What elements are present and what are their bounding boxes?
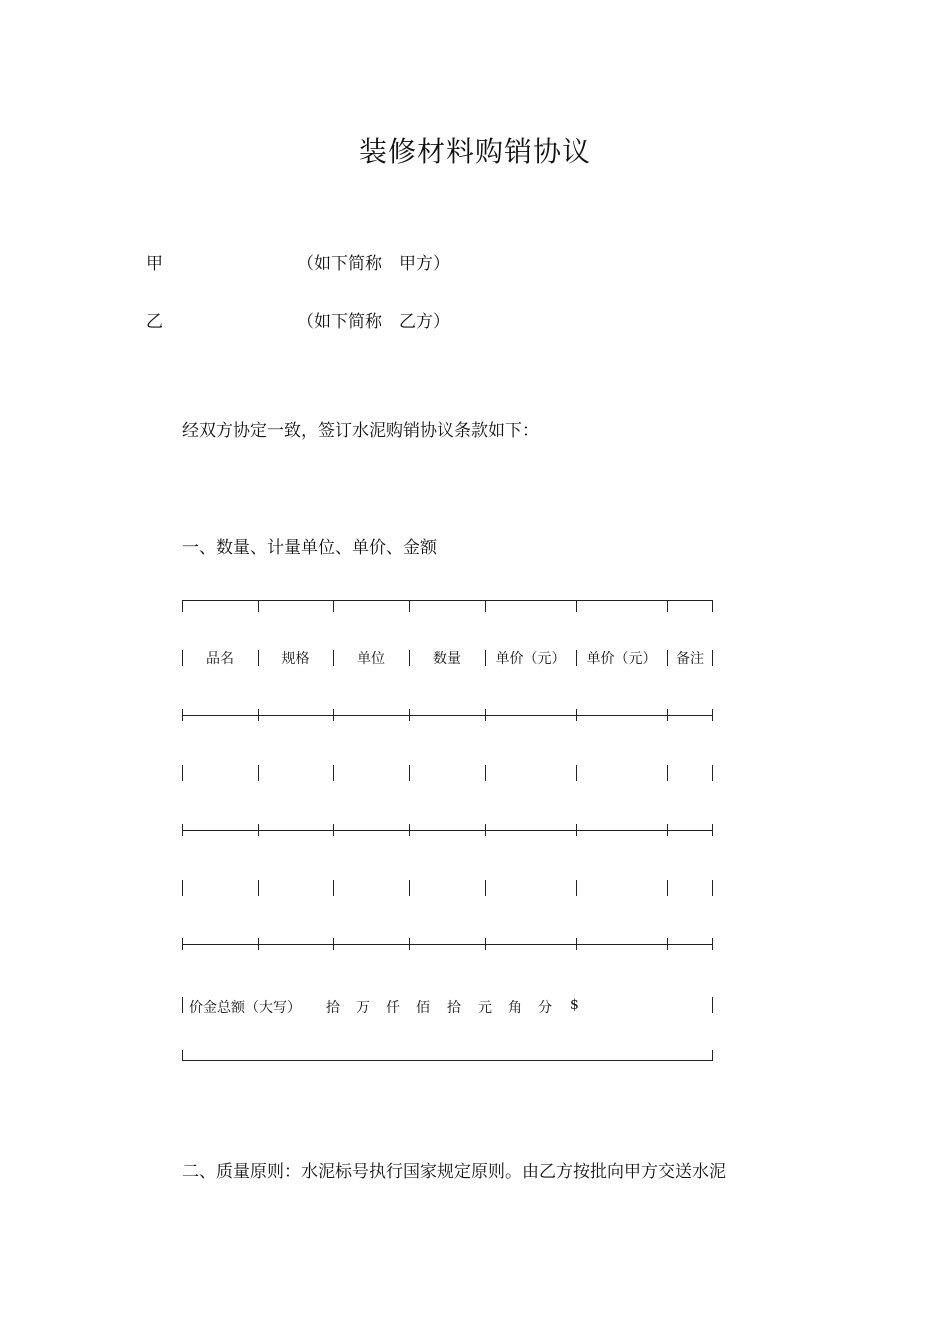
table-cell-divider [333,765,334,781]
header-unit-price-2: 单价（元） [586,651,657,667]
table-cell-divider [576,880,577,896]
party-a-note: （如下简称 甲方） [297,254,450,274]
table-cell-divider [485,765,486,781]
table-junction [576,824,577,836]
total-unit-fen: 分 [538,1000,552,1016]
header-remarks: 备注 [676,651,704,667]
table-junction [409,709,410,721]
table-junction [667,824,668,836]
table-cell-divider [409,650,410,666]
table-cell-divider [258,765,259,781]
table-cell-divider [333,650,334,666]
table-junction [409,938,410,950]
table-corner [712,1050,713,1060]
party-b-note: （如下简称 乙方） [297,312,450,332]
total-unit-wan: 万 [356,1000,370,1016]
table-cell-divider [182,650,183,666]
table-cell-divider [667,765,668,781]
table-cell-divider [712,650,713,666]
total-unit-bai: 佰 [416,1000,430,1016]
table-rule [182,715,713,716]
table-junction [258,709,259,721]
table-cell-divider [333,880,334,896]
table-cell-divider [409,765,410,781]
table-junction [712,938,713,950]
table-junction [667,600,668,612]
table-junction [258,938,259,950]
table-junction [712,709,713,721]
table-junction [485,600,486,612]
table-cell-divider [576,765,577,781]
table-junction [667,938,668,950]
table-junction [333,709,334,721]
table-cell-divider [712,880,713,896]
table-junction [409,824,410,836]
total-unit-yuan: 元 [478,1000,492,1016]
header-product-name: 品名 [206,651,234,667]
header-specification: 规格 [281,651,310,667]
intro-paragraph: 经双方协定一致，签订水泥购销协议条款如下： [182,421,539,441]
table-cell-divider [485,650,486,666]
table-junction [258,824,259,836]
table-junction [333,600,334,612]
total-amount-label: 价金总额（大写） [189,1000,301,1016]
header-unit: 单位 [357,651,385,667]
table-cell-divider [712,765,713,781]
table-cell-divider [258,880,259,896]
header-unit-price: 单价（元） [495,651,566,667]
table-junction [712,824,713,836]
total-unit-shi: 拾 [326,1000,340,1016]
table-rule [182,830,713,831]
table-cell-divider [667,880,668,896]
table-cell-divider [182,880,183,896]
table-junction [182,938,183,950]
party-b-label: 乙 [146,312,163,332]
table-cell-divider [667,650,668,666]
total-unit-qian: 仟 [386,1000,400,1016]
total-unit-jiao: 角 [508,1000,522,1016]
table-junction [485,938,486,950]
table-junction [182,600,183,612]
table-junction [258,600,259,612]
table-cell-divider [485,880,486,896]
table-rule [182,1060,713,1061]
table-junction [333,824,334,836]
section-2-paragraph: 二、质量原则：水泥标号执行国家规定原则。由乙方按批向甲方交送水泥 [182,1162,726,1182]
table-cell-divider [258,650,259,666]
total-unit-shi-2: 拾 [447,1000,461,1016]
table-rule [182,944,713,945]
table-junction [576,709,577,721]
table-junction [712,600,713,612]
table-cell-divider [576,650,577,666]
table-junction [667,709,668,721]
table-junction [182,709,183,721]
table-corner [182,1050,183,1060]
document-title: 装修材料购销协议 [358,135,591,168]
table-border [712,997,713,1013]
table-junction [576,600,577,612]
party-a-label: 甲 [146,254,163,274]
table-cell-divider [409,880,410,896]
section-1-heading: 一、数量、计量单位、单价、金额 [182,538,437,558]
table-junction [182,824,183,836]
table-junction [485,709,486,721]
table-junction [576,938,577,950]
table-cell-divider [182,765,183,781]
table-junction [409,600,410,612]
table-junction [485,824,486,836]
header-quantity: 数量 [433,651,461,667]
table-border [182,997,183,1013]
table-junction [333,938,334,950]
table-rule [182,600,713,601]
total-unit-dollar: $ [570,997,579,1013]
